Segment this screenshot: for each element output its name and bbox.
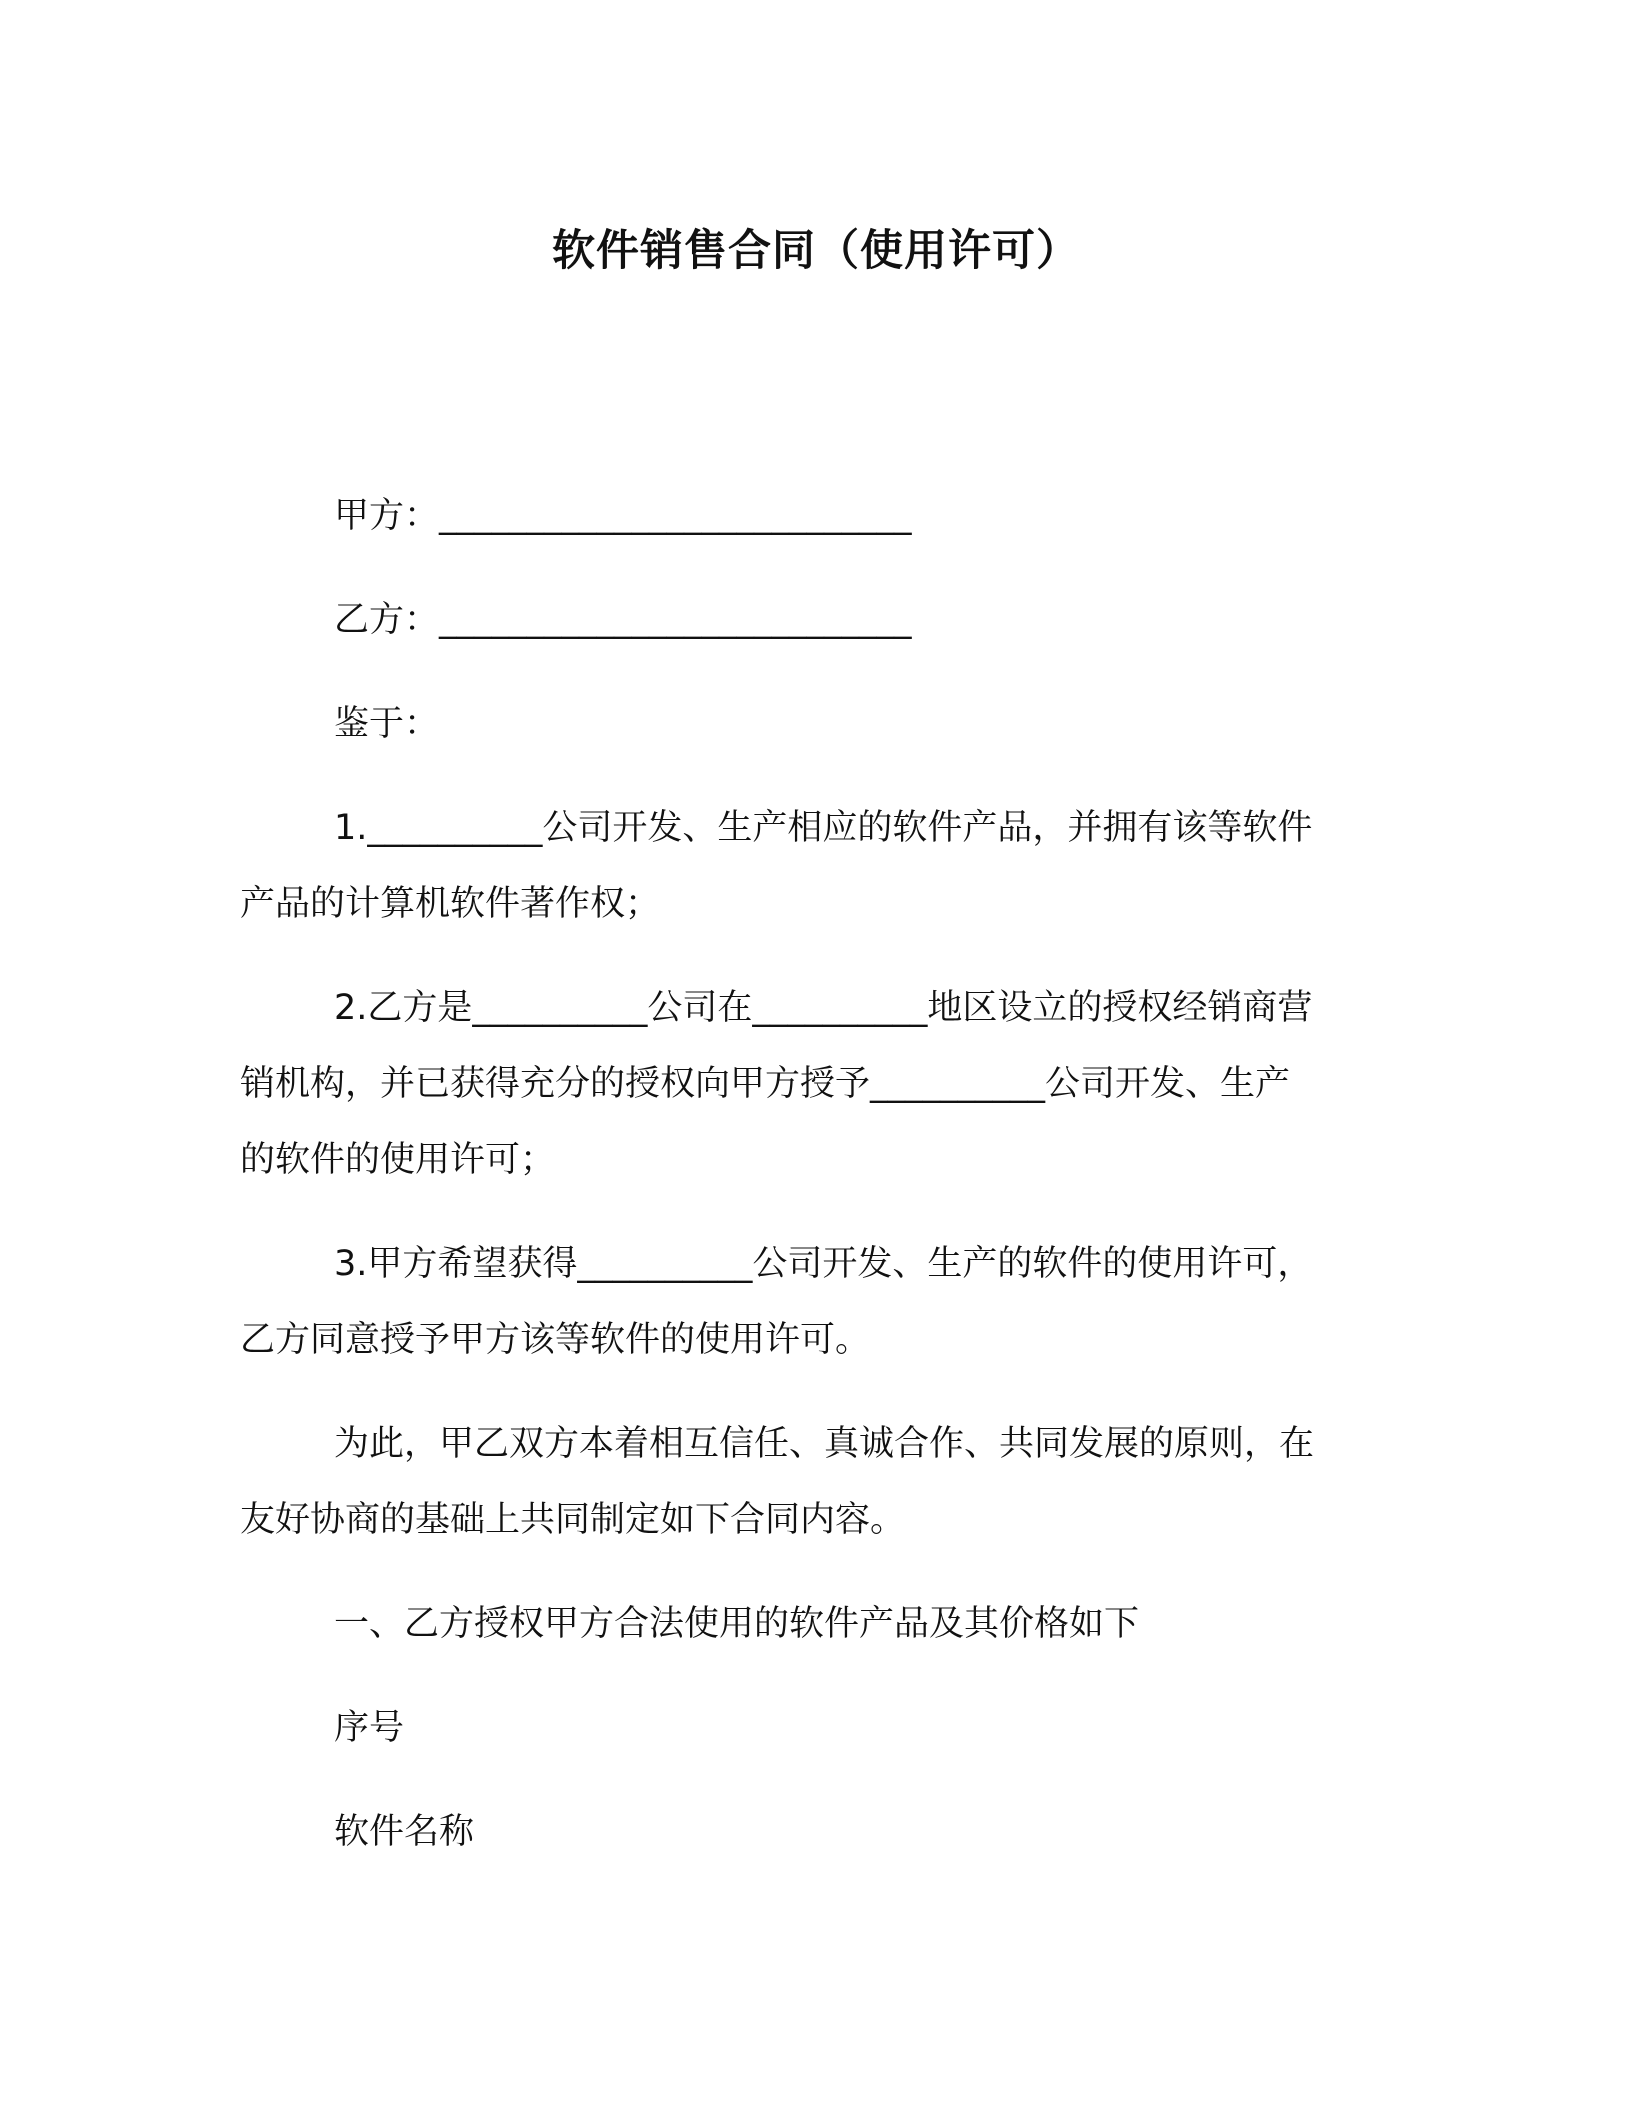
- clause3-line1: 3.甲方希望获得__________公司开发、生产的软件的使用许可，: [334, 1244, 1313, 1284]
- table-header-software-name: 软件名称: [334, 1812, 475, 1852]
- party-a-line: 甲方：___________________________: [334, 496, 912, 536]
- clause2-line2: 销机构，并已获得充分的授权向甲方授予__________公司开发、生产: [240, 1064, 1291, 1104]
- clause2-line3: 的软件的使用许可；: [240, 1140, 556, 1180]
- whereas-label: 鉴于：: [334, 704, 440, 744]
- clause3-line2: 乙方同意授予甲方该等软件的使用许可。: [240, 1320, 871, 1360]
- clause2-line1: 2.乙方是__________公司在__________地区设立的授权经销商营: [334, 988, 1313, 1028]
- table-header-index: 序号: [334, 1708, 405, 1748]
- intro-line2: 友好协商的基础上共同制定如下合同内容。: [240, 1500, 906, 1540]
- clause1-line1: 1.__________公司开发、生产相应的软件产品，并拥有该等软件: [334, 808, 1313, 848]
- clause1-line2: 产品的计算机软件著作权；: [240, 884, 661, 924]
- intro-line1: 为此，甲乙双方本着相互信任、真诚合作、共同发展的原则，在: [334, 1424, 1315, 1464]
- section1-heading: 一、乙方授权甲方合法使用的软件产品及其价格如下: [334, 1604, 1140, 1644]
- page-title: 软件销售合同（使用许可）: [552, 226, 1080, 276]
- party-b-line: 乙方：___________________________: [334, 600, 912, 640]
